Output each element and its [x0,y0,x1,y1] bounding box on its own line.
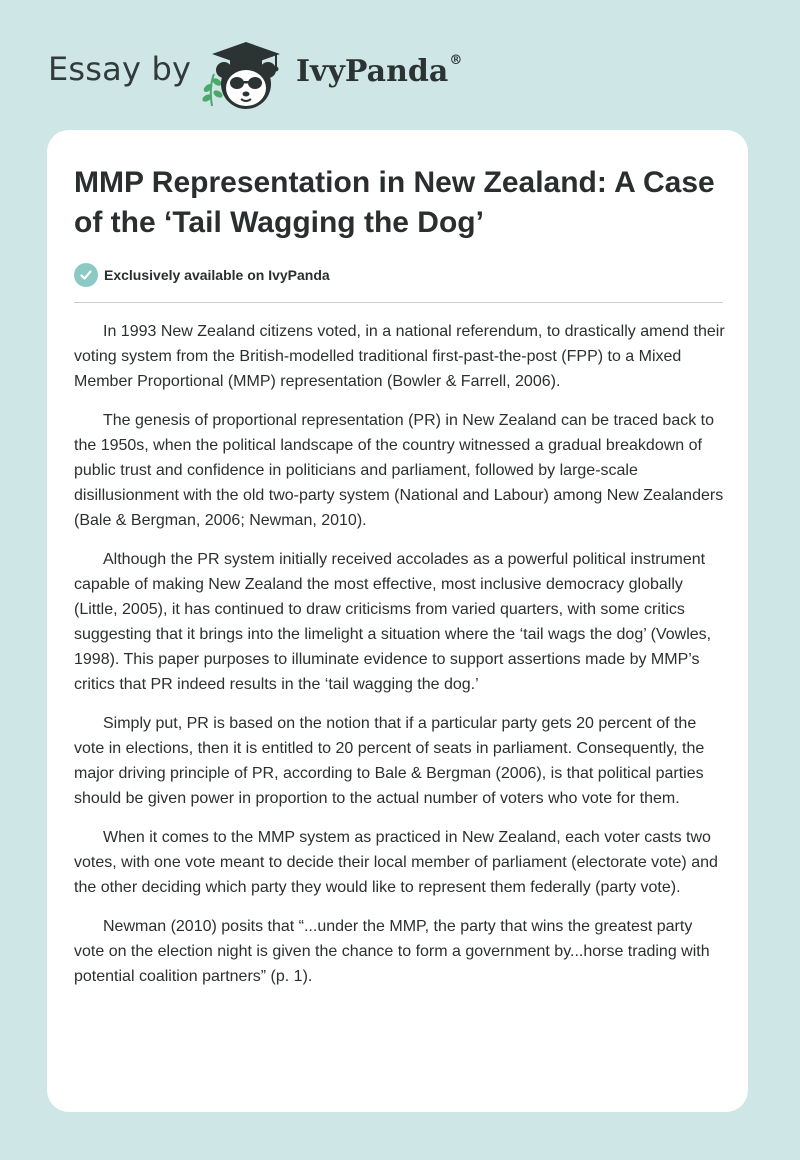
paragraph: Although the PR system initially received accolades as a powerful political instrument capable of making New Zealand the most effective, most inclusive democracy globally (Little, 2005), it has continued to draw criticisms from varied quarters, with some critics suggesting that it brings into the limelight a situation where the ‘tail wags the dog’ (Vowles, 1998). This paper purposes to illuminate evidence to support assertions made by MMP’s critics that PR indeed results in the ‘tail wagging the dog.’ [74,551,712,693]
brand-text: IvyPanda [296,54,449,89]
title-divider [74,302,723,303]
essay-card [47,130,748,1112]
paragraph: Newman (2010) posits that “...under the MMP, the party that wins the greatest party vote on the election night is given the chance to form a government by...horse trading with potential coalition partners” (p. 1). [74,918,710,985]
essay-body [74,319,726,1003]
paragraph: Simply put, PR is based on the notion that if a particular party gets 20 percent of the vote in elections, then it is entitled to 20 percent of seats in parliament. Consequently, the major driving principle of PR, according to Bale & Bergman (2006), is that political parties should be given power in proportion to the actual number of voters who vote for them. [74,715,705,807]
check-icon [74,263,98,287]
essay-by-label: Essay by [48,50,192,88]
essay-title: MMP Representation in New Zealand: A Case of the ‘Tail Wagging the Dog’ [74,166,715,239]
leaf-sprig-icon [201,74,224,106]
registered-mark: ® [449,53,463,68]
paragraph: When it comes to the MMP system as practiced in New Zealand, each voter casts two votes, with one vote meant to decide their local member of parliament (electorate vote) and the other deciding which party they would like to represent them federally (party vote). [74,829,718,896]
paragraph: The genesis of proportional representation (PR) in New Zealand can be traced back to the 1950s, when the political landscape of the country witnessed a gradual breakdown of public trust and confidence in politicians and parliament, followed by large-scale disillusionment with the old two-party system (National and Labour) among New Zealanders (Bale & Bergman, 2006; Newman, 2010). [74,412,724,529]
paragraph: In 1993 New Zealand citizens voted, in a national referendum, to drastically amend their voting system from the British-modelled traditional first-past-the-post (FPP) to a Mixed Member Proportional (MMP) representation (Bowler & Farrell, 2006). [74,323,725,390]
exclusive-label: Exclusively available on IvyPanda [104,267,330,283]
panda-graduate-icon[interactable] [198,36,294,112]
exclusive-badge [74,262,330,288]
brand-name[interactable] [296,54,462,89]
site-header [48,36,748,116]
